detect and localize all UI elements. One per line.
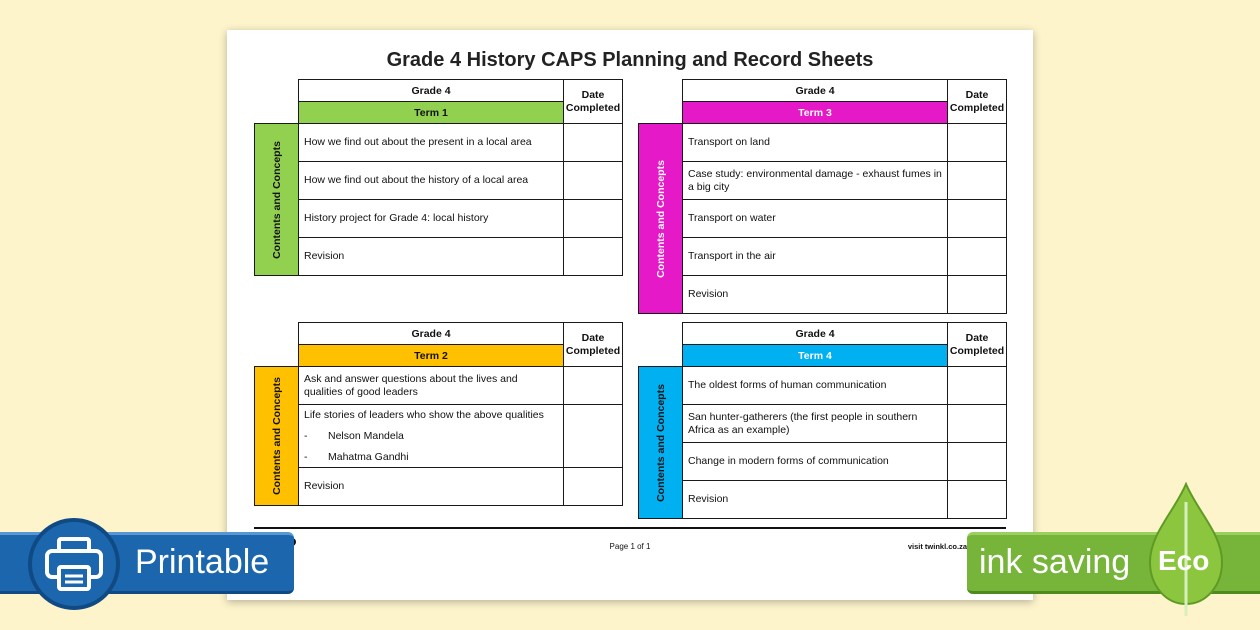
date-completed-cell[interactable]	[564, 468, 623, 506]
date-completed-cell[interactable]	[948, 443, 1007, 481]
date-completed-cell[interactable]	[948, 481, 1007, 519]
grade-header: Grade 4	[299, 80, 564, 102]
grade-header: Grade 4	[683, 323, 948, 345]
date-completed-cell[interactable]	[948, 238, 1007, 276]
date-completed-cell[interactable]	[564, 124, 623, 162]
topic-cell: Revision	[299, 468, 564, 506]
contents-concepts-label: Contents and Concepts	[255, 367, 299, 506]
date-completed-cell[interactable]	[564, 405, 623, 468]
date-completed-cell[interactable]	[948, 276, 1007, 314]
date-completed-cell[interactable]	[948, 124, 1007, 162]
bullet-item: - Mahatma Gandhi	[304, 450, 409, 463]
date-completed-cell[interactable]	[948, 200, 1007, 238]
term-header: Term 3	[683, 102, 948, 124]
planning-sheet	[227, 30, 1033, 600]
term-4-table	[638, 322, 1006, 519]
term-header: Term 2	[299, 345, 564, 367]
date-completed-cell[interactable]	[564, 238, 623, 276]
date-completed-cell[interactable]	[948, 405, 1007, 443]
footer-divider	[254, 527, 1006, 529]
grade-header: Grade 4	[299, 323, 564, 345]
topic-cell: How we find out about the present in a local area	[299, 124, 564, 162]
topic-cell: History project for Grade 4: local history	[299, 200, 564, 238]
eco-label: Eco	[1158, 545, 1210, 576]
date-completed-header: Date Completed	[948, 323, 1007, 367]
topic-cell: San hunter-gatherers (the first people in southern Africa as an example)	[683, 405, 948, 443]
term-1-table	[254, 79, 622, 276]
topic-cell: Life stories of leaders who show the above qualities - Nelson Mandela - Mahatma Gandhi	[299, 405, 564, 468]
ink-saving-label: ink saving	[979, 543, 1131, 581]
sheet-title: Grade 4 History CAPS Planning and Record Sheets	[386, 49, 874, 71]
topic-cell: Transport in the air	[683, 238, 948, 276]
topic-cell: Ask and answer questions about the lives and qualities of good leaders	[299, 367, 564, 405]
date-completed-cell[interactable]	[948, 162, 1007, 200]
date-completed-header: Date Completed	[564, 80, 623, 124]
topic-cell: The oldest forms of human communication	[683, 367, 948, 405]
topic-cell: Transport on land	[683, 124, 948, 162]
topic-cell: Change in modern forms of communication	[683, 443, 948, 481]
bullet-item: - Nelson Mandela	[304, 429, 404, 442]
term-header: Term 1	[299, 102, 564, 124]
contents-concepts-label: Contents and Concepts	[639, 124, 683, 314]
term-3-table	[638, 79, 1006, 314]
topic-cell: How we find out about the history of a local area	[299, 162, 564, 200]
page-number: Page 1 of 1	[609, 542, 651, 551]
printer-icon	[28, 518, 120, 610]
contents-concepts-label: Contents and Concepts	[255, 124, 299, 276]
topic-cell: Case study: environmental damage - exhaust fumes in a big city	[683, 162, 948, 200]
contents-concepts-label: Contents and Concepts	[639, 367, 683, 519]
grade-header: Grade 4	[683, 80, 948, 102]
term-header: Term 4	[683, 345, 948, 367]
topic-cell: Revision	[683, 276, 948, 314]
footer-site-link[interactable]: visit twinkl.co.za	[907, 542, 967, 551]
date-completed-cell[interactable]	[564, 367, 623, 405]
date-completed-cell[interactable]	[948, 367, 1007, 405]
date-completed-cell[interactable]	[564, 200, 623, 238]
topic-cell: Revision	[683, 481, 948, 519]
topic-cell: Transport on water	[683, 200, 948, 238]
date-completed-cell[interactable]	[564, 162, 623, 200]
topic-cell: Revision	[299, 238, 564, 276]
date-completed-header: Date Completed	[564, 323, 623, 367]
date-completed-header: Date Completed	[948, 80, 1007, 124]
printable-label: Printable	[135, 543, 270, 581]
term-2-table	[254, 322, 622, 506]
